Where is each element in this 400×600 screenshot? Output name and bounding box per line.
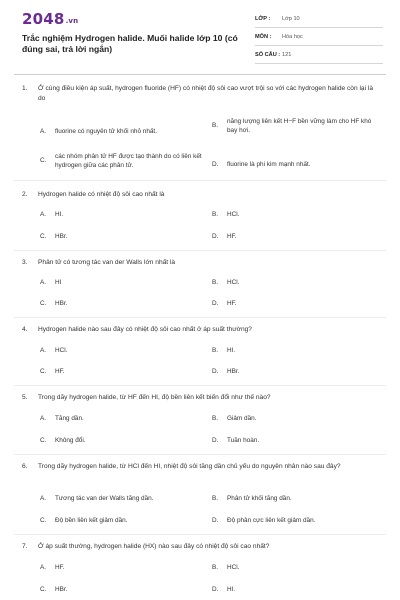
question-text: Hydrogen halide có nhiệt độ sôi cao nhất là (38, 191, 165, 198)
option-7c[interactable]: C. HBr. (40, 586, 68, 593)
option-4c[interactable]: C. HF. (40, 368, 65, 375)
option-4b[interactable]: B. HI. (212, 347, 236, 354)
option-6b[interactable]: B. Phân tử khối tăng dần. (212, 495, 292, 502)
option-2a[interactable]: A. HI. (40, 211, 64, 218)
option-2b[interactable]: B. HCl. (212, 211, 240, 218)
question-4: 4. Hydrogen halide nào sau đây có nhiệt độ sôi cao nhất ở áp suất thường? (22, 325, 382, 335)
meta-grade: LỚP : Lớp 10 (255, 12, 383, 28)
option-1b[interactable]: B. năng lượng liên kết H−F bền vững làm cho HF khó bay hơi. (212, 118, 372, 134)
question-6: 6. Trong dãy hydrogen halide, từ HCl đến HI, nhiệt độ sôi tăng dần chủ yếu do nguyên nhân nào sau đây? (22, 462, 382, 472)
question-separator (14, 454, 386, 455)
question-separator (14, 180, 386, 181)
option-4a[interactable]: A. HCl. (40, 347, 68, 354)
option-5d[interactable]: D. Tuần hoàn. (212, 437, 260, 444)
option-1a[interactable]: A. fluorine có nguyên tử khối nhỏ nhất. (40, 128, 157, 135)
option-2d[interactable]: D. HF. (212, 233, 237, 240)
option-5a[interactable]: A. Tăng dần. (40, 415, 84, 422)
option-6d[interactable]: D. Độ phân cực liên kết giảm dần. (212, 517, 316, 524)
question-separator (14, 317, 386, 318)
question-5: 5. Trong dãy hydrogen halide, từ HF đến HI, độ bền liên kết biến đổi như thế nào? (22, 393, 382, 403)
question-text: Ở cùng điều kiện áp suất, hydrogen fluoride (HF) có nhiệt độ sôi cao vượt trội so với các hydrogen halide còn lại là do (38, 85, 374, 102)
option-7d[interactable]: D. HI. (212, 586, 236, 593)
question-text: Trong dãy hydrogen halide, từ HF đến HI, độ bền liên kết biến đổi như thế nào? (38, 394, 271, 401)
question-separator (14, 250, 386, 251)
option-3c[interactable]: C. HBr. (40, 300, 68, 307)
option-5b[interactable]: B. Giảm dần. (212, 415, 257, 422)
page-header (0, 0, 400, 72)
option-3a[interactable]: A. HI (40, 279, 62, 286)
header-divider (14, 74, 386, 75)
option-3b[interactable]: B. HCl. (212, 279, 240, 286)
option-7a[interactable]: A. HF. (40, 564, 65, 571)
question-text: Hydrogen halide nào sau đây có nhiệt độ sôi cao nhất ở áp suất thường? (38, 326, 252, 333)
question-7: 7. Ở áp suất thường, hydrogen halide (HX) nào sau đây có nhiệt độ sôi cao nhất? (22, 542, 382, 552)
option-1c[interactable]: C. các nhóm phân tử HF được tạo thành do có liên kết hydrogen giữa các phân tử. (40, 153, 202, 169)
option-7b[interactable]: B. HCl. (212, 564, 240, 571)
question-1: 1. Ở cùng điều kiện áp suất, hydrogen fluoride (HF) có nhiệt độ sôi cao vượt trội so với các hydrogen halide còn lại là do (22, 84, 382, 104)
page-title: Trắc nghiệm Hydrogen halide. Muối halide lớp 10 (có đúng sai, trả lời ngắn) (22, 33, 238, 54)
question-separator (14, 385, 386, 386)
question-2: 2. Hydrogen halide có nhiệt độ sôi cao nhất là (22, 190, 382, 200)
option-5c[interactable]: C. Không đổi. (40, 437, 86, 444)
option-2c[interactable]: C. HBr. (40, 233, 68, 240)
meta-subject: MÔN : Hóa học (255, 30, 383, 46)
question-3: 3. Phân tử có tương tác van der Walls lớn nhất là (22, 258, 382, 268)
meta-question-count: SỐ CÂU : 121 (255, 48, 383, 64)
meta-info (255, 12, 383, 66)
question-text: Phân tử có tương tác van der Walls lớn nhất là (38, 259, 176, 266)
option-3d[interactable]: D. HF. (212, 300, 237, 307)
question-separator (14, 534, 386, 535)
option-6a[interactable]: A. Tương tác van der Walls tăng dần. (40, 495, 154, 502)
option-1d[interactable]: D. fluorine là phi kim mạnh nhất. (212, 161, 311, 168)
option-6c[interactable]: C. Độ bền liên kết giảm dần. (40, 517, 128, 524)
option-4d[interactable]: D. HBr. (212, 368, 240, 375)
site-logo[interactable]: 2048.vn (22, 10, 79, 28)
question-text: Trong dãy hydrogen halide, từ HCl đến HI, nhiệt độ sôi tăng dần chủ yếu do nguyên nhân nào sau đây? (38, 463, 341, 470)
question-text: Ở áp suất thường, hydrogen halide (HX) nào sau đây có nhiệt độ sôi cao nhất? (38, 543, 270, 550)
